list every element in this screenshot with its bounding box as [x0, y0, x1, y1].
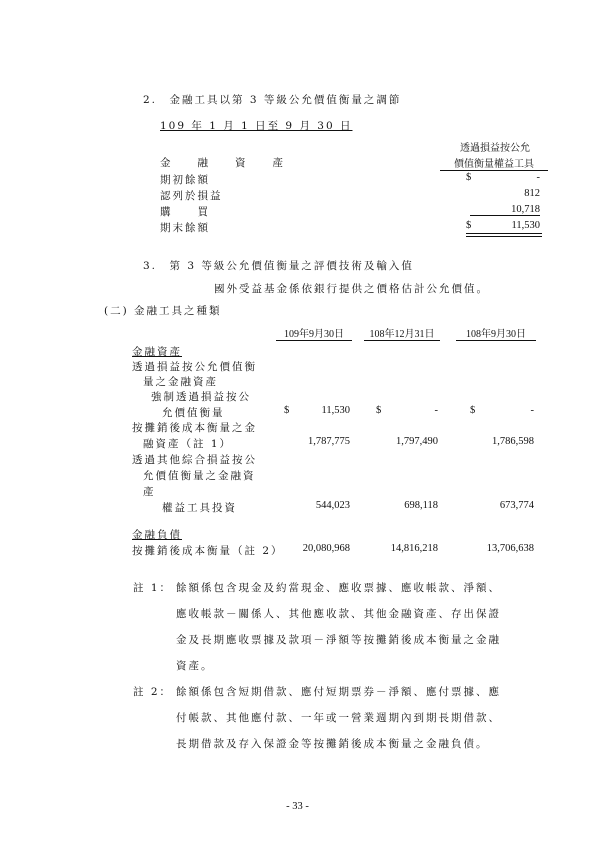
note-2-line2: 付帳款、其他應付款、一年或一營業週期內到期長期借款、 [176, 712, 501, 724]
col-header-line1: 透過損益按公允 [460, 143, 530, 154]
row-cur-closing: $ [466, 220, 472, 231]
fa-sub1-c2-cur: $ [376, 405, 382, 416]
section-3-heading: 3. 第 3 等級公允價值衡量之評價技術及輸入值 [143, 260, 414, 272]
row-label-closing: 期末餘額 [160, 222, 210, 234]
col-header-2019-09-30: 108年9月30日 [456, 325, 536, 341]
page-number: - 33 - [286, 801, 309, 812]
fa-group3-line1: 透過其他綜合損益按公 [132, 454, 257, 466]
note-1-line4: 資產。 [176, 660, 214, 672]
double-underline-closing [466, 233, 542, 237]
fa-group2-c3: 1,786,598 [492, 436, 534, 447]
fl-row-c3: 13,706,638 [486, 543, 534, 554]
note-2-line3: 長期借款及存入保證金等按攤銷後成本衡量之金融負債。 [176, 738, 489, 750]
row-cur-opening: $ [466, 172, 472, 183]
fa-group2-c1: 1,787,775 [308, 436, 350, 447]
fa-sub1-line2: 允價值衡量 [162, 407, 225, 419]
fa-sub1-c3-cur: $ [470, 405, 476, 416]
fa-sub3-c2: 698,118 [404, 500, 438, 511]
fa-sub3-c1: 544,023 [315, 500, 350, 511]
fa-sub1-c1-cur: $ [284, 405, 290, 416]
fa-sub1-c2: - [434, 405, 438, 416]
fa-group3-line2: 允價值衡量之金融資 [143, 470, 256, 482]
note-2-line1: 餘額係包含短期借款、應付短期票券－淨額、應付票據、應 [176, 686, 501, 698]
fa-group1-line2: 量之金融資產 [143, 376, 218, 388]
fa-sub3-label: 權益工具投資 [162, 502, 237, 514]
fa-sub1-c1: 11,530 [321, 405, 350, 416]
fa-sub1-line1: 強制透過損益按公 [151, 391, 251, 403]
fa-group2-line1: 按攤銷後成本衡量之金 [132, 422, 257, 434]
row-label-recognized: 認列於損益 [160, 190, 223, 202]
note-1-label: 註 1： [133, 582, 173, 594]
fa-sub3-c3: 673,774 [499, 500, 534, 511]
row-value-closing: 11,530 [511, 220, 540, 231]
row-label-opening: 期初餘額 [160, 174, 210, 186]
col-header-line2: 價值衡量權益工具 [440, 155, 548, 171]
fl-row-c1: 20,080,968 [302, 543, 350, 554]
fa-sub1-c3: - [530, 405, 534, 416]
fa-group1-line1: 透過損益按公允價值衡 [132, 361, 257, 373]
financial-assets-title: 金融資產 [132, 346, 182, 358]
row-value-recognized: 812 [524, 188, 540, 199]
note-2-label: 註 2： [133, 686, 173, 698]
section-3-body: 國外受益基金係依銀行提供之價格估計公允價值。 [214, 283, 489, 295]
section-b-heading: (二) 金融工具之種類 [104, 305, 222, 317]
row-value-purchase: 10,718 [470, 204, 540, 216]
note-1-line2: 應收帳款－關係人、其他應收款、其他金融資產、存出保證 [176, 608, 501, 620]
financial-liabilities-title: 金融負債 [132, 529, 182, 541]
fa-group2-line2: 融資產（註 1） [143, 438, 233, 450]
fa-group3-line3: 產 [143, 486, 156, 498]
fl-row-label: 按攤銷後成本衡量（註 2） [132, 545, 284, 557]
col-header-2020-09-30: 109年9月30日 [276, 325, 352, 341]
period-label: 109 年 1 月 1 日至 9 月 30 日 [160, 120, 353, 132]
row-label-purchase: 購 買 [160, 206, 210, 218]
asset-label: 金 融 資 產 [160, 157, 285, 169]
row-value-opening: - [536, 172, 540, 183]
col-header-2019-12-31: 108年12月31日 [364, 325, 440, 341]
note-1-line3: 金及長期應收票據及款項－淨額等按攤銷後成本衡量之金融 [176, 634, 501, 646]
note-1-line1: 餘額係包含現金及約當現金、應收票據、應收帳款、淨額、 [176, 582, 501, 594]
fl-row-c2: 14,816,218 [390, 543, 438, 554]
fa-group2-c2: 1,797,490 [396, 436, 438, 447]
section-2-heading: 2. 金融工具以第 3 等級公允價值衡量之調節 [143, 94, 402, 106]
